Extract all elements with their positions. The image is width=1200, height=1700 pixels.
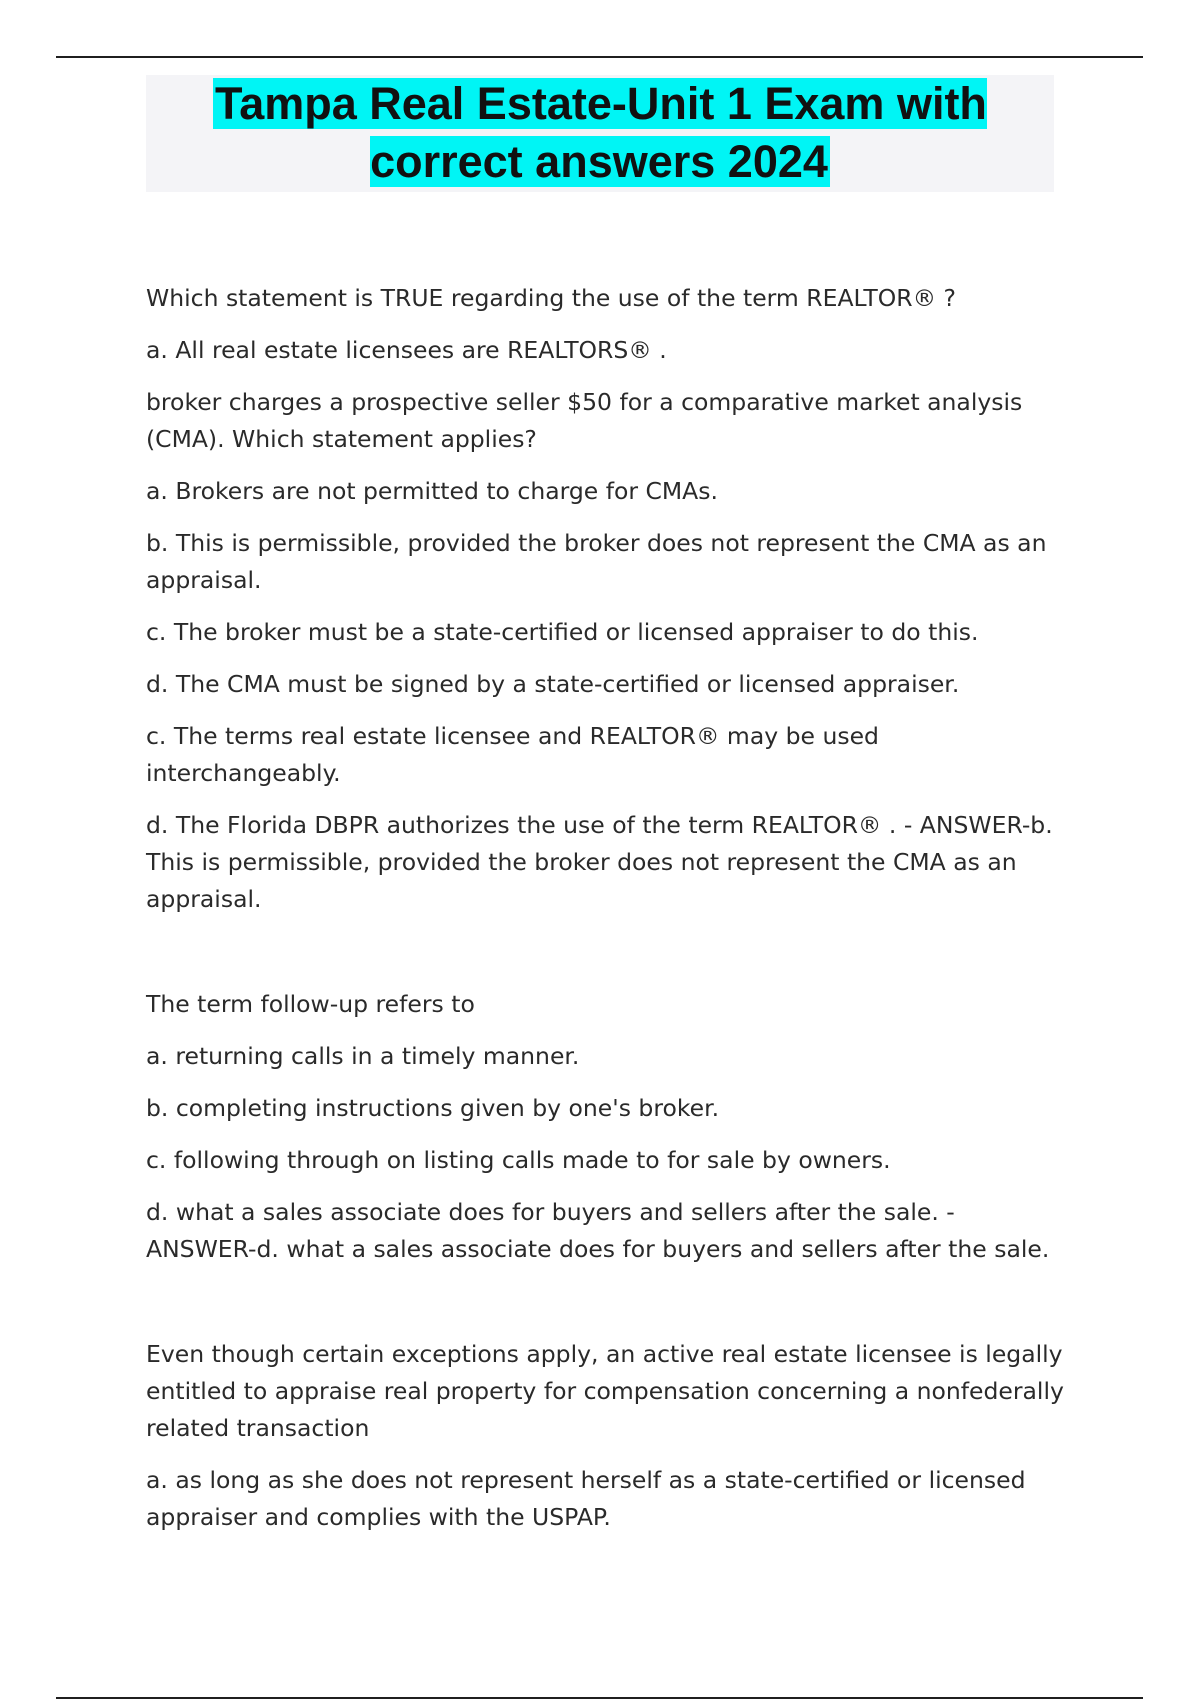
document-title (146, 75, 1054, 191)
question-4-option-a: a. as long as she does not represent herself as a state-certified or licensed appraiser and complies with the USPAP. (146, 1466, 1026, 1531)
question-3-option-d-answer: d. what a sales associate does for buyers and sellers after the sale. - ANSWER-d. what a sales associate does for buyers and sellers after the sale. (146, 1198, 1050, 1263)
question-3-stem: The term follow-up refers to (146, 990, 475, 1018)
question-2-option-d: d. The CMA must be signed by a state-certified or licensed appraiser. (146, 670, 960, 698)
question-3-option-c: c. following through on listing calls made to for sale by owners. (146, 1146, 891, 1174)
question-1-option-a: a. All real estate licensees are REALTORS® . (146, 336, 667, 364)
document-title-highlight: Tampa Real Estate-Unit 1 Exam with correct answers 2024 (215, 78, 987, 187)
question-2-stem: broker charges a prospective seller $50 for a comparative market analysis (CMA). Which statement applies? (146, 388, 1023, 453)
top-rule (56, 56, 1143, 58)
bottom-rule (56, 1697, 1143, 1699)
question-2-option-a: a. Brokers are not permitted to charge for CMAs. (146, 477, 718, 505)
question-3-option-a: a. returning calls in a timely manner. (146, 1042, 580, 1070)
question-4-stem: Even though certain exceptions apply, an active real estate licensee is legally entitled to appraise real property for compensation concerning a nonfederally related transaction (146, 1340, 1064, 1442)
question-3-option-b: b. completing instructions given by one's broker. (146, 1094, 720, 1122)
title-box (146, 75, 1054, 192)
question-1-option-d-answer: d. The Florida DBPR authorizes the use of the term REALTOR® . - ANSWER-b. This is permissible, provided the broker does not represent the CMA as an appraisal. (146, 811, 1053, 913)
question-2-option-b: b. This is permissible, provided the broker does not represent the CMA as an appraisal. (146, 529, 1047, 594)
document-body (146, 276, 1066, 1551)
question-1-option-c: c. The terms real estate licensee and REALTOR® may be used interchangeably. (146, 722, 879, 787)
question-1-stem: Which statement is TRUE regarding the use of the term REALTOR® ? (146, 284, 957, 312)
question-2-option-c: c. The broker must be a state-certified or licensed appraiser to do this. (146, 618, 979, 646)
